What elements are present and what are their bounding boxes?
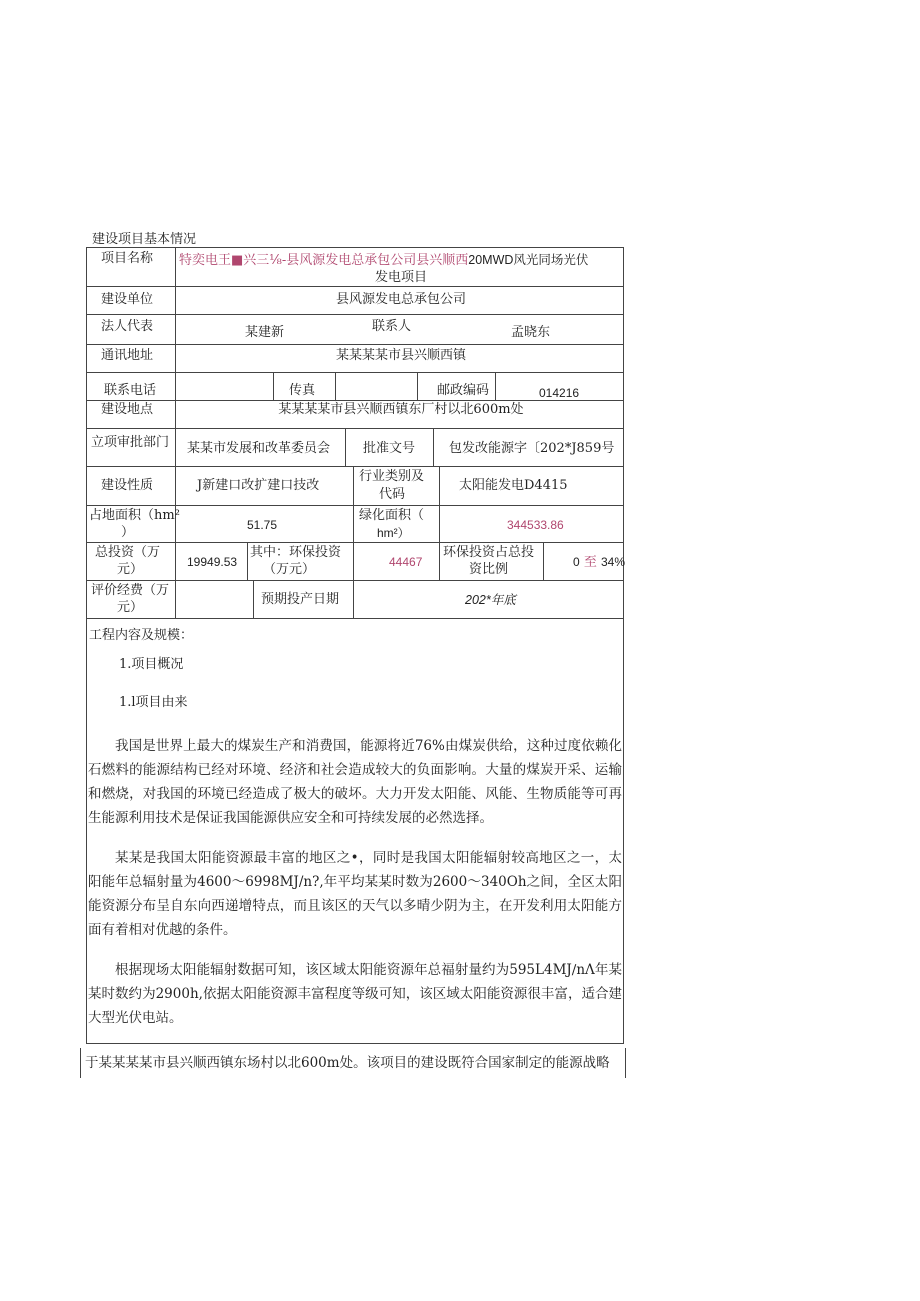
- site-value: 某某某某市县兴顺西镇东厂村以北600m处: [278, 402, 524, 417]
- green-label-line-2: hm²）: [377, 526, 410, 540]
- paragraph-4: 于某某某某市县兴顺西镇东场村以北600m处。该项目的建设既符合国家制定的能源战略: [85, 1055, 610, 1071]
- address-value: 某某某某市县兴顺西镇: [335, 348, 466, 363]
- industry-value: 太阳能发电D4415: [459, 478, 568, 493]
- postcode-label: 邮政编码: [437, 383, 490, 398]
- approval-dept-value: 某某市发展和改革委员会: [187, 441, 331, 456]
- phone-label: 联系电话: [104, 383, 157, 398]
- prod-date-label: 预期投产日期: [261, 592, 340, 607]
- project-name-label: 项目名称: [101, 251, 154, 266]
- paragraph-2: 某某是我国太阳能资源最丰富的地区之•，同时是我国太阳能辐射较高地区之一，太阳能年总辐射量为4600～6998MJ/n?,年平均某某时数为2600～340Oh之间，全区太阳能资源分布呈自东向西递增特点，而且该区的天气以多晴少阴为主，在开发利用太阳能方面有着相对优越的条件。: [88, 850, 622, 938]
- invest-value: 19949.53: [187, 555, 238, 569]
- area-value: 51.75: [247, 518, 278, 532]
- eval-fee-label-line-2: 元）: [117, 600, 144, 615]
- approval-no-label: 批准文号: [363, 441, 416, 456]
- builder-label: 建设单位: [101, 292, 154, 307]
- content-heading: 工程内容及规模：: [89, 627, 194, 642]
- area-label-line-1: 占地面积（hm²: [89, 508, 180, 523]
- nature-value: J新建口改扩建口技改: [197, 478, 320, 493]
- legal-rep-label: 法人代表: [101, 319, 154, 334]
- eval-fee-label-line-1: 评价经费（万: [91, 583, 170, 598]
- contact-label: 联系人: [372, 319, 412, 334]
- approval-dept-label: 立项审批部门: [91, 435, 170, 450]
- industry-label-line-1: 行业类别及: [359, 469, 425, 484]
- env-ratio-label-line-2: 资比例: [469, 562, 509, 577]
- env-ratio-part-b: 至: [583, 555, 597, 570]
- prod-date-value: 202*年底: [465, 593, 516, 607]
- approval-no-value: 包发改能源字〔202*J859号: [449, 441, 615, 456]
- postcode-value: 014216: [539, 386, 580, 400]
- invest-label-line-2: 元）: [117, 562, 144, 577]
- env-ratio-part-a: 0: [573, 555, 580, 569]
- area-label-line-2: ）: [121, 525, 135, 540]
- env-invest-label-line-1: 其中：环保投资: [250, 545, 342, 560]
- paragraph-1: 我国是世界上最大的煤炭生产和消费国，能源将近76%由煤炭供给，这种过度依赖化石燃料的能源结构已经对环境、经济和社会造成较大的负面影响。大量的煤炭开采、运输和燃烧，对我国的环境已经造成了极大的破坏。大力开发太阳能、风能、生物质能等可再生能源利用技术是保证我国能源供应安全和可持续发展的必然选择。: [88, 738, 622, 826]
- continuation-box: [80, 1048, 626, 1078]
- address-label: 通讯地址: [101, 348, 154, 363]
- section-1-heading: 1.项目概况: [119, 657, 184, 672]
- project-name-part-c: 发电项目: [374, 270, 427, 285]
- fax-label: 传真: [289, 383, 316, 398]
- env-ratio-value: [573, 553, 625, 572]
- section-1-1-heading: 1.l项目由来: [119, 695, 188, 710]
- project-name-part-b: 20MWD风光同场光伏: [468, 253, 589, 267]
- section-title: 建设项目基本情况: [92, 231, 197, 246]
- env-ratio-part-c: 34%: [600, 555, 626, 569]
- paragraph-3: 根据现场太阳能辐射数据可知，该区域太阳能资源年总福射量约为595L4MJ∕nΛ年某某时数约为2900h,依据太阳能资源丰富程度等级可知，该区域太阳能资源很丰富，适合建大型光伏电站。: [88, 962, 622, 1026]
- green-value: 344533.86: [507, 518, 564, 532]
- site-label: 建设地点: [101, 402, 154, 417]
- legal-rep-value: 某建新: [245, 325, 285, 340]
- env-invest-label-line-2: （万元）: [263, 562, 316, 577]
- green-label-line-1: 绿化面积（: [359, 508, 425, 523]
- industry-label-line-2: 代码: [379, 487, 406, 502]
- project-name-part-a: 特奕电王■兴三⅛-县风源发电总承包公司县兴顺西: [179, 253, 469, 268]
- env-ratio-label-line-1: 环保投资占总投: [443, 545, 535, 560]
- env-invest-value: 44467: [389, 555, 423, 569]
- project-name-value: [179, 251, 623, 270]
- invest-label-line-1: 总投资（万: [95, 545, 161, 560]
- builder-value: 县风源发电总承包公司: [335, 292, 466, 307]
- nature-label: 建设性质: [101, 478, 154, 493]
- contact-value: 孟晓东: [511, 325, 551, 340]
